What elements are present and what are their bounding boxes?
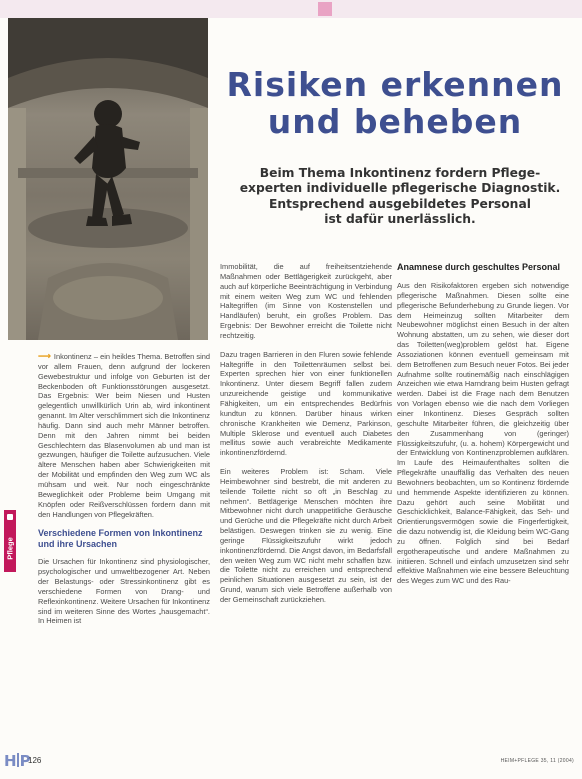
subhead-line-2: experten individuelle pflegerische Diagnostik. <box>239 181 561 196</box>
column2-paragraph-3: Ein weiteres Problem ist: Scham. Viele Heimbewohner sind bestrebt, die mit anderen zu teilende Toilette nicht so oft „in Beschlag zu nehmen“. Bettlägerige Menschen möchten ihre Mitbewohner nicht durch unappetitliche Geräusche und Gerüche und die Pflegekräfte nicht durch Arbeit belästigen. Deswegen trinken sie zu wenig. Eine geringe Flüssigkeitszufuhr wirkt jedoch inkontinenzfördernd. Die Angst davon, im Bedarfsfall den weiten Weg zum WC nicht mehr schaffen bzw. die Toilette nicht zu erreichen und entsprechend peinlichen Situationen ausgesetzt zu sein, ist der Grund, warum sich viele Betroffene außerhalb von der Gemeinschaft zurückziehen. <box>220 467 392 604</box>
text-column-2 <box>220 262 392 614</box>
page-footer <box>4 752 580 772</box>
article-subhead <box>228 166 572 227</box>
statue-illustration <box>8 18 208 340</box>
logo-letter-h: H <box>4 752 16 770</box>
section-heading-forms: Verschiedene Formen von Inkontinenz und ihre Ursachen <box>38 528 203 550</box>
subhead-line-3: Entsprechend ausgebildetes Personal <box>269 196 531 211</box>
column2-paragraph-1: Immobilität, die auf freiheitsentziehende Maßnahmen oder Bettlägerigkeit zurückgeht, aber auch auf körperliche Beeinträchtigung in Verbindung mit einem weiten Weg zum WC und fehlenden Haltegriffen (im Sinne von Kostenstellen und Handläufen) beruht, ein großes Problem. Das Ergebnis: Der Bewohner erreicht die Toilette nicht rechtzeitig. <box>220 262 392 340</box>
column3-paragraph-1: Aus den Risikofaktoren ergeben sich notwendige pflegerische Maßnahmen. Diesen sollte eine pflegerische Befunderhebung zu Grunde liegen. Vor dem Heimeinzug sollten Mitarbeiter dem Neubewohner möglichst einen Besuch in der alten Wohnung abstatten, um zu sehen, wie dieser dort das Toiletten(weg)problem gelöst hat. Eigene Assoziationen können eventuell gemeinsam mit dem Betroffenen zum Besuch neuer Fotos. Bei jeder Aufnahme sollte routinemäßig nach einschlägigen Anzeichen wie etwa Harndrang beim Husten gefragt werden. Dabei ist die Frage nach dem Benutzen von Vorlagen ebenso wie die nach dem Vorliegen einer Inkontinenz. Dieses Gespräch sollten geschulte Mitarbeiter führen, die gleichzeitig über den Zusammenhang von (geringer) Flüssigkeitszufuhr, (u. a. hohem) Körpergewicht und der Entwicklung von Kontinenzproblemen aufklären. Im Laufe des Heimaufenthaltes sollten die Pflegekräfte unauffällig das Verhalten des neuen Bewohners beobachten, um so Kontinenz fördernde und hemmende Aspekte identifizieren zu können. Dazu gehört auch seine Mobilität und Geschicklichkeit, Balance-Fähigkeit, das Seh- und Orientierungsvermögen sowie die Fingerfertigkeit, die dazu notwendig ist, die Kleidung beim WC-Gang zu öffnen. Folglich sind bei Bedarf ergotherapeutische und andere Maßnahmen zu initiieren. Schnell und einfach umzusetzen sind sehr effektive Maßnahmen wie eine bessere Beleuchtung des Weges zum WC und des Rau- <box>397 281 569 586</box>
photo-pillar-right <box>190 108 208 340</box>
subhead-line-1: Beim Thema Inkontinenz fordern Pflege- <box>259 166 541 180</box>
column1-body: Die Ursachen für Inkontinenz sind physiologischer, psychologischer und umweltbezogener Art. Neben der Belastungs- oder Stressinkontinenz gibt es verschiedene Formen von Drang- und Reflexinkontinenz. Weitere Ursachen für Inkontinenz sind im weiteren Sinne des Wortes „hausgemacht“. In Heimen ist <box>38 557 210 626</box>
intro-text: Inkontinenz – ein heikles Thema. Betroffen sind vor allem Frauen, denn aufgrund der lockeren Gewebestruktur und infolge von Geburten ist der Beckenboden oft Funktionsstörungen ausgesetzt. Das Ergebnis: Wer beim Niesen und Husten gelegentlich unwillkürlich Urin ab, wird inkontinent genannt. Im Alter verschlimmert sich die Inkontinenz häufig. Dann sind auch mehr Männer betroffen. Denn mit den Jahren nimmt bei beiden Geschlechtern das Blasenvolumen ab und man ist gezwungen, häufiger die Toilette aufzusuchen. Viele ältere Menschen haben aber Schwierigkeiten mit der Mobilität und empfinden den Weg zum WC als mühsam und weit. Nur noch eingeschränkte Beweglichkeit oder Probleme beim Umgang mit Knöpfen oder Reißverschlüssen fordern dann mit den Handlungen von Pflegekräften. <box>38 352 210 519</box>
photo-basin <box>28 208 188 248</box>
logo-letter-p: P <box>19 752 30 770</box>
top-color-band <box>0 0 582 18</box>
logo-divider <box>17 753 19 767</box>
arrow-icon: ⟶ <box>38 351 51 361</box>
section-heading-anamnese: Anamnese durch geschultes Personal <box>397 262 561 272</box>
page-number: 126 <box>28 756 42 765</box>
journal-citation: HEIM+PFLEGE 35, 11 (2004) <box>500 758 574 764</box>
headline-line-2: und beheben <box>267 102 523 141</box>
section-side-tab <box>4 510 16 572</box>
side-tab-label: Pflege <box>5 537 15 560</box>
hp-logo <box>4 752 30 770</box>
manneken-pis-photo <box>8 18 208 340</box>
square-marker-icon <box>7 514 13 520</box>
text-column-1 <box>38 352 210 635</box>
photo-pillar-left <box>8 108 26 340</box>
top-pink-mark <box>318 2 332 16</box>
statue-figure <box>74 100 140 226</box>
column2-paragraph-2: Dazu tragen Barrieren in den Fluren sowie fehlende Haltegriffe in den Toilettenräumen selbst bei. Experten sprechen hier von einer funktionellen Inkontinenz. Unter diesem Begriff fallen zudem unzureichende geistige und kommunikative Fähigkeiten, um ein entsprechendes Bedürfnis kundtun zu können. Darüber hinaus wirken chronische Krankheiten wie Demenz, Parkinson, Multiple Sklerose und eventuell auch Diabetes mellitus sowie auch verabreichte Medikamente inkontinenzfördernd. <box>220 349 392 458</box>
article-headline <box>212 66 578 140</box>
headline-line-1: Risiken erkennen <box>226 65 564 104</box>
subhead-line-4: ist dafür unerlässlich. <box>324 211 476 226</box>
text-column-3 <box>397 262 569 595</box>
photo-pedestal-top <box>53 276 163 320</box>
intro-paragraph <box>38 352 210 519</box>
